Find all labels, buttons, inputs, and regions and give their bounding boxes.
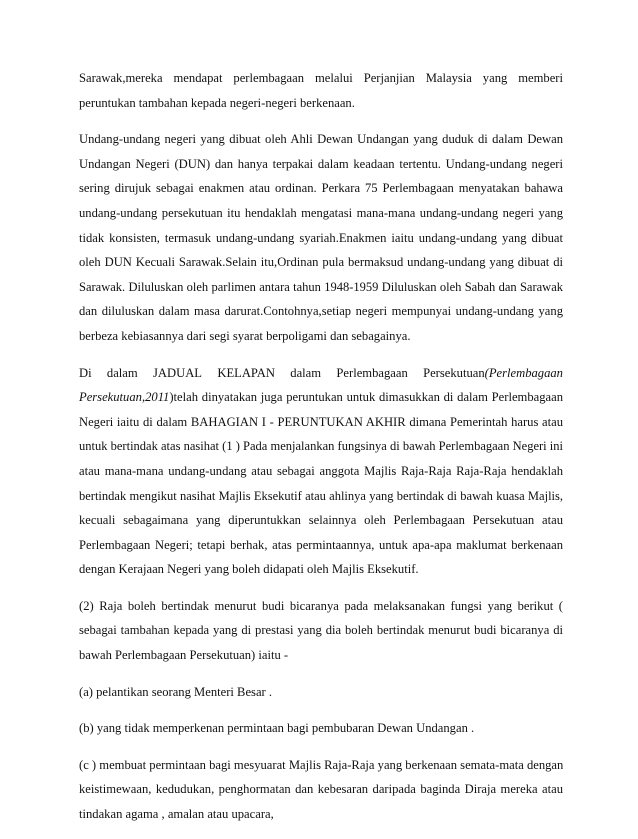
text-line: (2) Raja boleh bertindak menurut budi bicaranya pada melaksanakan fungsi yang berikut ( — [79, 598, 563, 613]
text-line: Sarawak. Diluluskan oleh parlimen antara tahun 1948-1959 Diluluskan oleh Sabah dan Sarawak — [79, 279, 563, 294]
text-line: bertindak mengikut nasihat Majlis Eksekutif atau ahlinya yang bertindak di bawah kuasa Majlis, — [79, 488, 563, 503]
word: Di — [79, 365, 92, 380]
word: dalam — [106, 365, 138, 380]
word: Perlembagaan — [336, 365, 408, 380]
text-line: Sarawak,mereka mendapat perlembagaan melalui Perjanjian Malaysia yang memberi — [79, 71, 563, 85]
text-span: )telah dinyatakan juga peruntukan untuk dimasukkan di dalam Perlembagaan — [169, 390, 563, 405]
text-line: berbeza kebiasannya dari segi syarat berpoligami dan sebagainya. — [79, 328, 411, 343]
text-line: (c ) membuat permintaan bagi mesyuarat Majlis Raja-Raja yang berkenaan semata-mata dengan — [79, 757, 564, 772]
paragraph-1 — [79, 66, 563, 115]
text-line — [79, 361, 563, 386]
paragraph-6 — [79, 716, 563, 741]
word: JADUAL — [153, 365, 203, 380]
text-line: dengan Kerajaan Negeri yang boleh didapati oleh Majlis Eksekutif. — [79, 562, 419, 577]
text-line: (a) pelantikan seorang Menteri Besar . — [79, 684, 273, 699]
text-line: bawah Perlembagaan Persekutuan) iaitu - — [79, 648, 289, 663]
paragraph-2 — [79, 127, 563, 348]
text-line: Perlembagaan Negeri; tetapi berhak, atas permintaannya, untuk apa-apa maklumat berkenaan — [79, 537, 563, 552]
word: dalam — [290, 365, 322, 380]
text-line: tindakan agama , amalan atau upacara, — [79, 807, 274, 822]
paragraph-3 — [79, 361, 563, 582]
text-line: tidak konsisten, termasuk undang-undang syariah.Enakmen iaitu undang-undang yang dibuat — [79, 230, 563, 245]
italic-citation: Persekutuan,2011 — [79, 390, 170, 405]
text-line: dan diluluskan dalam masa darurat.Contohnya,setiap negeri mempunyai undang-undang yang — [79, 304, 563, 319]
word: KELAPAN — [217, 365, 275, 380]
text-line: (b) yang tidak memperkenan permintaan bagi pembubaran Dewan Undangan . — [79, 721, 475, 736]
text-line: undang-undang persekutuan itu hendaklah mengatasi mana-mana undang-undang negeri yang — [79, 205, 563, 220]
text-line — [79, 385, 563, 410]
paragraph-5 — [79, 680, 563, 705]
text-line: Negeri iaitu di dalam BAHAGIAN I - PERUNTUKAN AKHIR dimana Pemerintah harus atau — [79, 414, 563, 429]
word: Persekutuan — [423, 365, 485, 380]
word-group — [423, 361, 563, 386]
text-line: atau mana-mana undang-undang atau sebagai anggota Majlis Raja-Raja Raja-Raja hendaklah — [79, 463, 563, 478]
paragraph-4 — [79, 594, 563, 668]
text-line: keistimewaan, kedudukan, penghormatan dan kebesaran daripada baginda Diraja mereka atau — [79, 782, 563, 797]
text-line: oleh DUN Kecuali Sarawak.Selain itu,Ordinan pula bermaksud undang-undang yang dibuat di — [79, 255, 563, 270]
text-line: kecuali sebagaimana yang diperuntukkan selainnya oleh Perlembagaan Persekutuan atau — [79, 513, 563, 528]
text-line: Undangan Negeri (DUN) dan hanya terpakai dalam keadaan tertentu. Undang-undang negeri — [79, 156, 563, 171]
italic-citation: (Perlembagaan — [484, 365, 563, 380]
text-line: sering dirujuk sebagai enakmen atau ordinan. Perkara 75 Perlembagaan menyatakan bahawa — [79, 181, 563, 196]
text-line: peruntukan tambahan kepada negeri-negeri berkenaan. — [79, 95, 355, 110]
text-line: sebagai tambahan kepada yang di prestasi yang dia boleh bertindak menurut budi bicaranya di — [79, 623, 563, 638]
text-line: Undang-undang negeri yang dibuat oleh Ahli Dewan Undangan yang duduk di dalam Dewan — [79, 132, 563, 147]
text-line: untuk bertindak atas nasihat (1 ) Pada menjalankan fungsinya di bawah Perlembagaan Negeri ini — [79, 439, 563, 454]
paragraph-7 — [79, 753, 563, 827]
document-body — [79, 66, 563, 839]
